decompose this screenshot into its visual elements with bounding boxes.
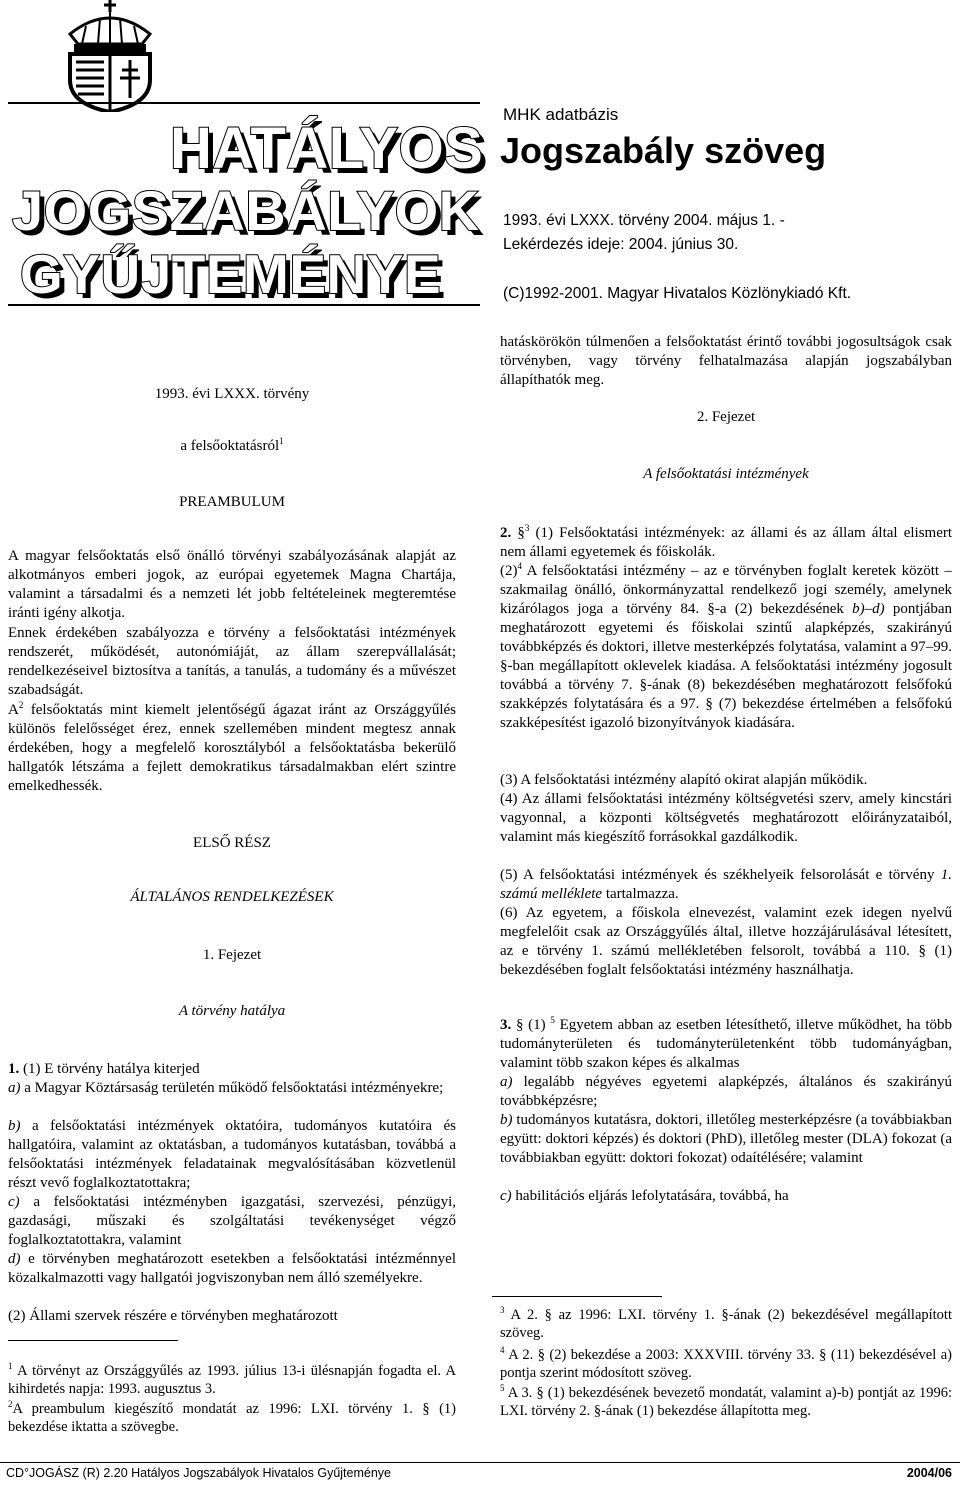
footnote-mark: 1	[8, 1361, 13, 1371]
section-2-paragraph-6: (6) Az egyetem, a főiskola elnevezést, valamint ezek idegen nyelvű megfelelőit csak az Országgyűlés által, illetve hozzájárulásával létesített, az e törvény 1. számú mellékletében felsorolt, továbbá a 110. § (1) bekezdésében foglalt felsőoktatási intézmény használhatja.	[500, 905, 952, 978]
point-text: habilitációs eljárás lefolytatására, továbbá, ha	[515, 1188, 789, 1204]
footnote-text: A 3. § (1) bekezdésének bevezető mondatát, valamint a)-b) pontját az 1996: LXI. törvény 2. §-ának (1) bekezdése állapította meg.	[500, 1385, 952, 1419]
footnote-ref-4: 4	[517, 561, 522, 571]
section-3-point-c	[500, 1187, 952, 1206]
preamble-paragraph-2: Ennek érdekében szabályozza e törvény a felsőoktatási intézmények rendszerét, működését, autonómiáját, az állam szerepvállalását; rendelkezéseivel biztosítva a tanítás, a tanulás, a tudomány és a művészet szabadságát.	[8, 625, 456, 698]
section-2-paragraph-1	[500, 524, 952, 562]
preamble-heading: PREAMBULUM	[179, 494, 285, 510]
footnote-ref-3: 3	[524, 523, 530, 533]
paragraph-italic: 1. számú melléklete	[500, 867, 953, 902]
section-1-paragraph-2: (2) Állami szervek részére e törvényben meghatározott	[8, 1308, 338, 1324]
point-text: e törvényben meghatározott esetekben a felsőoktatási intézménnyel közalkalmazotti vagy hallgatói jogviszonyban nem álló személyekre.	[8, 1251, 456, 1286]
point-mark: a)	[8, 1080, 21, 1096]
point-text: a felsőoktatási intézményben igazgatási, szervezési, pénzügyi, gazdasági, műszaki és szolgáltatási tevékenységet végző foglalkoztatottakra, valamint	[8, 1194, 457, 1248]
footnote-text: A törvényt az Országgyűlés az 1993. július 13-i ülésnapján fogadta el. A kihirdetés napja: 1993. augusztus 3.	[8, 1363, 457, 1397]
section-sign: §	[515, 1017, 524, 1033]
paragraph-text: pontjában meghatározott egyetemi és főiskolai szintű alapképzés, szakirányú továbbképzés és doktori, illetve mesterképzés folytatása, valamint a 97–99. §-ban megállapított oklevelek kiadása. A felsőoktatási intézmény jogosult továbbá a törvény 7. §-ának (8) bekezdésében meghatározott felsőfokú szakképzés folytatására és a 97. § (7) bekezdése értelmében a felsőfokú szakképesítést igazoló bizonyítványok kiadására.	[500, 601, 953, 731]
section-number: 2.	[500, 525, 512, 541]
section-1-point-b	[8, 1117, 456, 1193]
section-1-lead	[8, 1060, 456, 1079]
section-1-point-c	[8, 1193, 456, 1250]
footer-source: CD°JOGÁSZ (R) 2.20 Hatályos Jogszabályok Hivatalos Gyűjteménye	[6, 1466, 392, 1480]
section-1-continuation: hatáskörökön túlmenően a felsőoktatást érintő további jogosultságok csak törvényben, vagy törvény felhatalmazása alapján jogszabályban állapíthatók meg.	[500, 334, 952, 388]
section-1-point-d	[8, 1250, 456, 1288]
law-subtitle-text: a felsőoktatásról	[180, 438, 280, 454]
copyright-line: (C)1992-2001. Magyar Hivatalos Közlönykiadó Kft.	[503, 285, 852, 302]
law-validity-line: 1993. évi LXXX. törvény 2004. május 1. -	[503, 212, 785, 229]
point-text: a felsőoktatási intézmények oktatóira, tudományos kutatóira és hallgatóira, valamint az oktatásban, a tudományos kutatásban, továbbá a felsőoktatási intézmények feladatainak megvalósításában közvetlenül részt vevő foglalkoztatottakra;	[8, 1118, 457, 1191]
section-1-lead-text: (1) E törvény hatálya kiterjed	[23, 1061, 200, 1077]
logo-bottom-rule	[8, 304, 480, 306]
footnote-1	[8, 1362, 456, 1398]
page-footer	[0, 1462, 960, 1485]
footnote-text: A preambulum kiegészítő mondatát az 1996: LXI. törvény 1. § (1) bekezdése iktatta a szövegbe.	[8, 1401, 456, 1435]
point-mark: b)	[500, 1112, 513, 1128]
section-3-paragraph-1	[500, 1016, 952, 1073]
query-date-line: Lekérdezés ideje: 2004. június 30.	[503, 236, 739, 253]
point-mark: b)	[8, 1118, 21, 1134]
footnote-separator	[8, 1340, 178, 1341]
section-number: 3.	[500, 1017, 512, 1033]
footnote-text: A 2. § az 1996: LXI. törvény 1. §-ának (2) bekezdésével megállapított szöveg.	[500, 1307, 952, 1341]
part-heading: ELSŐ RÉSZ	[193, 835, 271, 851]
part-title: ÁLTALÁNOS RENDELKEZÉSEK	[130, 889, 334, 905]
footnote-ref-2: 2	[18, 700, 24, 710]
footnote-mark: 5	[500, 1383, 505, 1393]
paragraph-text: Egyetem abban az esetben létesíthető, illetve működhet, ha több tudományterületen és tudományterületenként több tudományágban, valamint több szakon képes és alkalmas	[500, 1017, 953, 1071]
footnote-separator	[492, 1296, 662, 1297]
paragraph-text: tartalmazza.	[605, 886, 679, 902]
footnote-ref-5: 5	[550, 1015, 555, 1025]
point-mark: d)	[8, 1251, 21, 1267]
footnote-mark: 4	[500, 1345, 505, 1355]
page-title: Jogszabály szöveg	[500, 130, 827, 171]
logo-word-gyujtemenye: GYŰJTEMÉNYE	[20, 243, 442, 305]
database-label: MHK adatbázis	[503, 105, 619, 124]
law-title: 1993. évi LXXX. törvény	[154, 386, 310, 402]
footnote-4	[500, 1346, 952, 1382]
section-2-paragraph-5	[500, 866, 952, 904]
paragraph-italic: b)–d)	[852, 601, 885, 617]
chapter-title: A törvény hatálya	[178, 1003, 286, 1019]
footnote-5	[500, 1384, 952, 1420]
point-text: legalább négyéves egyetemi alapképzés, általános és szakirányú továbbképzésre;	[500, 1074, 953, 1109]
footnote-mark: 2	[8, 1399, 13, 1409]
paragraph-lead: (2)	[500, 563, 518, 579]
point-mark: c)	[8, 1194, 20, 1210]
point-mark: c)	[500, 1188, 512, 1204]
preamble-p3-text: felsőoktatás mint kiemelt jelentőségű ágazat iránt az Országgyűlés különös felelősséget érez, ennek szellemében mindent megtesz annak érdekében, hogy a megfelelő korosztályból a felsőoktatásba bekerülő hallgatók létszáma a fejlett demokratikus társadalmakban elért szintre emelkedhessék.	[8, 702, 456, 794]
point-text: tudományos kutatásra, doktori, illetőleg mesterképzésre (a továbbiakban együtt: doktori képzés) és doktori (PhD), illetőleg mester (DLA) fokozat (a továbbiakban együtt: doktori fokozat) odaítélésére; valamint	[500, 1112, 952, 1166]
logo-word-hatalyos: HATÁLYOS	[170, 116, 484, 181]
chapter-heading: 2. Fejezet	[696, 409, 756, 425]
paragraph-lead: (1)	[528, 1017, 546, 1033]
preamble-p3-lead: A	[8, 702, 19, 718]
section-3-point-b	[500, 1111, 952, 1168]
section-sign: §	[517, 525, 525, 541]
footnote-3	[500, 1306, 952, 1342]
footnote-2	[8, 1400, 456, 1436]
chapter-title: A felsőoktatási intézmények	[643, 466, 809, 482]
section-number: 1.	[8, 1061, 20, 1077]
footnote-ref-1: 1	[279, 436, 284, 446]
section-2-paragraph-4: (4) Az állami felsőoktatási intézmény költségvetési szerv, amely kincstári vagyonnal, a központi költségvetés meghatározott előirányzataiból, valamint más kiegészítő forrásokkal gazdálkodik.	[500, 791, 952, 845]
paragraph-text: (1) Felsőoktatási intézmények: az állami és az állam által elismert nem állami egyetemek és főiskolák.	[500, 525, 953, 560]
preamble-paragraph-1: A magyar felsőoktatás első önálló törvényi szabályozásának alapját az alkotmányos emberi jogok, az európai egyetemek Magna Chartája, valamint a társadalmi és a nemzeti lét jobb feltételeinek megteremtése iránti igény alkotja.	[8, 548, 456, 621]
law-subtitle	[8, 437, 456, 456]
footnote-mark: 3	[500, 1305, 505, 1315]
section-3-point-a	[500, 1073, 952, 1111]
preamble-paragraph-3	[8, 701, 456, 796]
footer-edition: 2004/06	[906, 1466, 952, 1480]
point-text: a Magyar Köztársaság területén működő felsőoktatási intézményekre;	[24, 1080, 444, 1096]
hungarian-coat-of-arms-icon	[30, 0, 190, 112]
section-1-point-a	[8, 1079, 456, 1098]
chapter-heading: 1. Fejezet	[202, 947, 262, 963]
logo-word-jogszabalyok: JOGSZABÁLYOK	[12, 179, 480, 242]
paragraph-text: (5) A felsőoktatási intézmények és székhelyeik felsorolását e törvény	[500, 867, 935, 883]
logo-top-rule	[8, 102, 480, 104]
point-mark: a)	[500, 1074, 513, 1090]
footnote-text: A 2. § (2) bekezdése a 2003: XXXVIII. törvény 33. § (11) bekezdésével a) pontja szerint módosított szöveg.	[500, 1347, 953, 1381]
paragraph-text: A felsőoktatási intézmény – az e törvényben foglalt keretek között – szakmailag önálló, önkormányzattal rendelkező jogi személy, amelynek kizárólagos joga a törvény 84. §-a (2) bekezdésének	[500, 563, 952, 617]
section-2-paragraph-3: (3) A felsőoktatási intézmény alapító okirat alapján működik.	[500, 772, 868, 788]
section-2-paragraph-2	[500, 562, 952, 733]
